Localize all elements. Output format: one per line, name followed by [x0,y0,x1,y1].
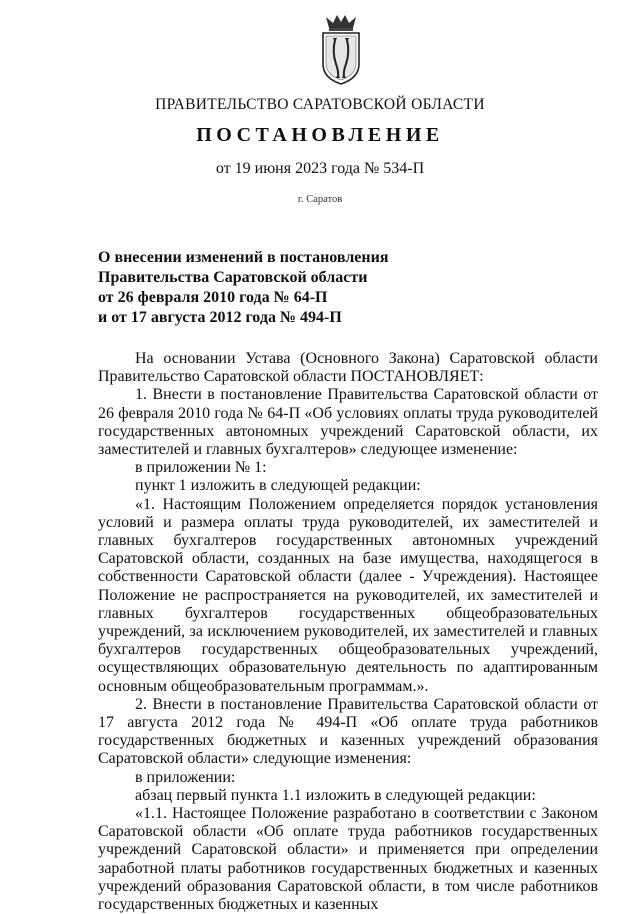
paragraph-clause-1-1: абзац первый пункта 1.1 изложить в следующей редакции: [135,786,536,804]
coat-of-arms-icon [318,14,364,86]
paragraph-quote-1-1: «1.1. Настоящее Положение разработано в соответствии с Законом Саратовской области «Об оплате труда работников государственных учреждений Саратовской области» и применяется при определении заработной платы работников государственных бюджетных и казенных учреждений образования Саратовской области, в том числе работников государственных бюджетных и казенных [98,805,598,914]
subject-line: О внесении изменений в постановления [98,249,389,266]
document-date-number: от 19 июня 2023 года № 534-П [215,160,425,177]
document-type: ПОСТАНОВЛЕНИЕ [196,124,444,146]
paragraph-point-1: пункт 1 изложить в следующей редакции: [135,477,421,495]
document-subject [98,248,389,328]
paragraph-annex-1: в приложении № 1: [135,459,267,477]
paragraph-preamble: На основании Устава (Основного Закона) Саратовской области Правительство Саратовской области ПОСТАНОВЛЯЕТ: [98,350,598,386]
paragraph-item-1: 1. Внести в постановление Правительства Саратовской области от 26 февраля 2010 года № 64-П «Об условиях оплаты труда руководителей государственных автономных учреждений Саратовской области, их заместителей и главных бухгалтеров» следующее изменение: [98,386,598,459]
subject-line: от 26 февраля 2010 года № 64-П [98,289,328,306]
document-place: г. Саратов [297,194,343,205]
government-name: ПРАВИТЕЛЬСТВО САРАТОВСКОЙ ОБЛАСТИ [155,96,485,113]
paragraph-annex: в приложении: [135,768,236,786]
paragraph-item-2: 2. Внести в постановление Правительства Саратовской области от 17 августа 2012 года № 494-П «Об оплате труда работников государственных бюджетных и казенных учреждений образования Саратовской области» следующие изменения: [98,695,598,768]
subject-line: и от 17 августа 2012 года № 494-П [98,309,342,326]
subject-line: Правительства Саратовской области [98,269,368,286]
document-body [98,350,598,914]
paragraph-quote-1: «1. Настоящим Положением определяется порядок установления условий и размера оплаты труда руководителей, их заместителей и главных бухгалтеров государственных автономных учреждений Саратовской области, созданных на базе имущества, находящегося в собственности Саратовской области (далее - Учреждения). Настоящее Положение не распространяется на руководителей, их заместителей и главных бухгалтеров государственных общеобразовательных учреждений, за исключением руководителей, их заместителей и главных бухгалтеров государственных общеобразовательных учреждений, осуществляющих образовательную деятельность по адаптированным основным общеобразовательным программам.». [98,495,598,695]
